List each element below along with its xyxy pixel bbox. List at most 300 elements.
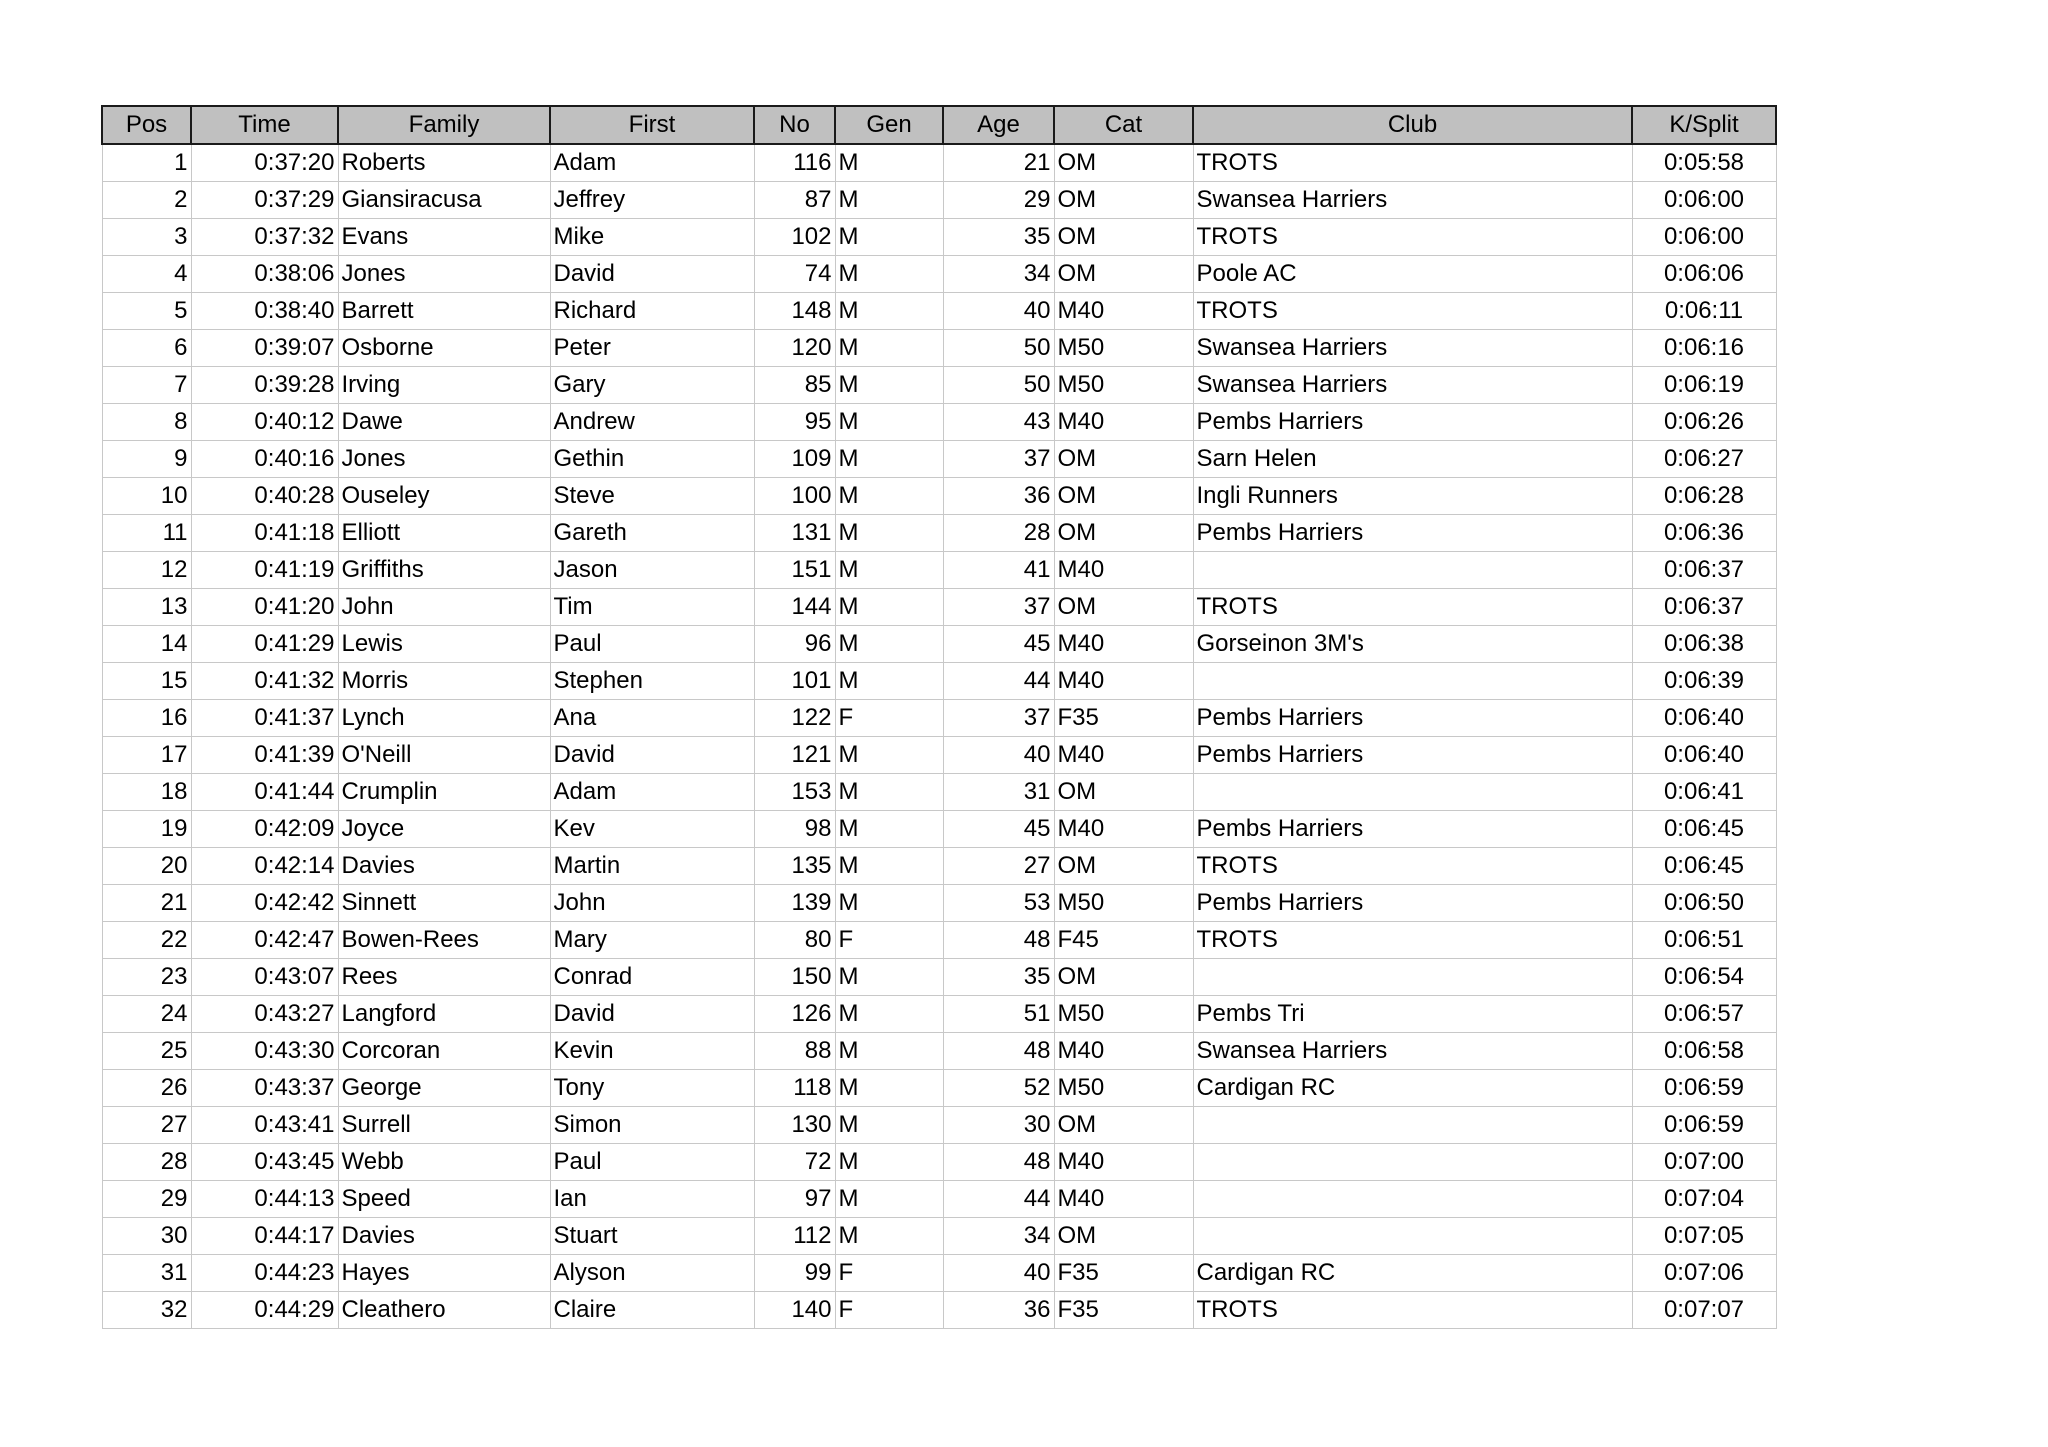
cell-family: Joyce	[338, 811, 550, 848]
cell-gen: M	[835, 885, 943, 922]
cell-gen: M	[835, 1144, 943, 1181]
cell-no: 122	[754, 700, 835, 737]
cell-family: Griffiths	[338, 552, 550, 589]
table-row	[102, 1144, 1776, 1181]
cell-family: Elliott	[338, 515, 550, 552]
cell-no: 74	[754, 256, 835, 293]
cell-family: Davies	[338, 848, 550, 885]
cell-no: 116	[754, 144, 835, 182]
cell-club: Pembs Harriers	[1193, 737, 1632, 774]
cell-family: Jones	[338, 256, 550, 293]
cell-family: Evans	[338, 219, 550, 256]
cell-cat: OM	[1054, 219, 1193, 256]
cell-family: Speed	[338, 1181, 550, 1218]
cell-cat: M40	[1054, 811, 1193, 848]
cell-gen: M	[835, 1070, 943, 1107]
cell-age: 53	[943, 885, 1054, 922]
cell-age: 48	[943, 922, 1054, 959]
table-row	[102, 256, 1776, 293]
cell-club: TROTS	[1193, 848, 1632, 885]
cell-club: Ingli Runners	[1193, 478, 1632, 515]
table-header	[102, 106, 1776, 144]
header-first: First	[550, 106, 754, 144]
cell-ksplit: 0:06:28	[1632, 478, 1776, 515]
cell-no: 101	[754, 663, 835, 700]
cell-first: Adam	[550, 774, 754, 811]
results-table	[101, 105, 1777, 1329]
cell-club: Cardigan RC	[1193, 1070, 1632, 1107]
cell-no: 88	[754, 1033, 835, 1070]
cell-ksplit: 0:07:04	[1632, 1181, 1776, 1218]
cell-pos: 2	[102, 182, 191, 219]
cell-cat: M40	[1054, 293, 1193, 330]
cell-time: 0:44:13	[191, 1181, 338, 1218]
cell-ksplit: 0:07:07	[1632, 1292, 1776, 1329]
cell-ksplit: 0:07:06	[1632, 1255, 1776, 1292]
cell-family: Davies	[338, 1218, 550, 1255]
cell-gen: M	[835, 589, 943, 626]
table-row	[102, 663, 1776, 700]
cell-gen: F	[835, 1255, 943, 1292]
table-row	[102, 1033, 1776, 1070]
cell-cat: M40	[1054, 552, 1193, 589]
table-row	[102, 700, 1776, 737]
header-family: Family	[338, 106, 550, 144]
cell-time: 0:40:12	[191, 404, 338, 441]
cell-age: 52	[943, 1070, 1054, 1107]
cell-ksplit: 0:06:58	[1632, 1033, 1776, 1070]
cell-no: 72	[754, 1144, 835, 1181]
cell-cat: M40	[1054, 737, 1193, 774]
cell-time: 0:43:41	[191, 1107, 338, 1144]
cell-time: 0:38:06	[191, 256, 338, 293]
cell-age: 37	[943, 700, 1054, 737]
cell-age: 50	[943, 330, 1054, 367]
cell-time: 0:42:42	[191, 885, 338, 922]
cell-no: 99	[754, 1255, 835, 1292]
cell-first: Gethin	[550, 441, 754, 478]
cell-first: Paul	[550, 1144, 754, 1181]
cell-age: 35	[943, 959, 1054, 996]
cell-club: Pembs Harriers	[1193, 515, 1632, 552]
cell-time: 0:41:32	[191, 663, 338, 700]
cell-time: 0:41:44	[191, 774, 338, 811]
cell-first: David	[550, 256, 754, 293]
cell-gen: M	[835, 737, 943, 774]
cell-club: Swansea Harriers	[1193, 182, 1632, 219]
cell-no: 109	[754, 441, 835, 478]
cell-time: 0:37:29	[191, 182, 338, 219]
cell-club: Pembs Tri	[1193, 996, 1632, 1033]
cell-pos: 23	[102, 959, 191, 996]
cell-ksplit: 0:06:39	[1632, 663, 1776, 700]
cell-club	[1193, 959, 1632, 996]
cell-pos: 19	[102, 811, 191, 848]
cell-pos: 21	[102, 885, 191, 922]
cell-ksplit: 0:06:00	[1632, 182, 1776, 219]
cell-ksplit: 0:07:05	[1632, 1218, 1776, 1255]
cell-no: 135	[754, 848, 835, 885]
cell-first: Richard	[550, 293, 754, 330]
cell-club: TROTS	[1193, 219, 1632, 256]
table-row	[102, 959, 1776, 996]
cell-first: Ian	[550, 1181, 754, 1218]
cell-pos: 5	[102, 293, 191, 330]
cell-age: 51	[943, 996, 1054, 1033]
cell-cat: OM	[1054, 515, 1193, 552]
cell-time: 0:41:20	[191, 589, 338, 626]
cell-cat: OM	[1054, 144, 1193, 182]
cell-ksplit: 0:06:41	[1632, 774, 1776, 811]
cell-cat: OM	[1054, 848, 1193, 885]
table-row	[102, 404, 1776, 441]
results-table-container	[101, 105, 1777, 1329]
cell-no: 139	[754, 885, 835, 922]
cell-no: 153	[754, 774, 835, 811]
table-row	[102, 515, 1776, 552]
cell-no: 112	[754, 1218, 835, 1255]
cell-family: Cleathero	[338, 1292, 550, 1329]
cell-pos: 32	[102, 1292, 191, 1329]
cell-pos: 14	[102, 626, 191, 663]
cell-first: Jeffrey	[550, 182, 754, 219]
cell-gen: M	[835, 219, 943, 256]
cell-pos: 16	[102, 700, 191, 737]
cell-time: 0:42:14	[191, 848, 338, 885]
cell-time: 0:40:28	[191, 478, 338, 515]
cell-first: Martin	[550, 848, 754, 885]
cell-club	[1193, 774, 1632, 811]
cell-cat: OM	[1054, 182, 1193, 219]
cell-cat: M50	[1054, 996, 1193, 1033]
cell-cat: OM	[1054, 256, 1193, 293]
cell-gen: M	[835, 515, 943, 552]
cell-no: 96	[754, 626, 835, 663]
table-row	[102, 589, 1776, 626]
cell-ksplit: 0:06:45	[1632, 848, 1776, 885]
cell-club: TROTS	[1193, 589, 1632, 626]
cell-age: 40	[943, 1255, 1054, 1292]
cell-age: 48	[943, 1033, 1054, 1070]
cell-ksplit: 0:06:37	[1632, 552, 1776, 589]
cell-gen: M	[835, 996, 943, 1033]
cell-ksplit: 0:06:36	[1632, 515, 1776, 552]
cell-club: Cardigan RC	[1193, 1255, 1632, 1292]
cell-no: 87	[754, 182, 835, 219]
cell-gen: M	[835, 144, 943, 182]
cell-ksplit: 0:06:45	[1632, 811, 1776, 848]
table-row	[102, 293, 1776, 330]
cell-pos: 4	[102, 256, 191, 293]
table-row	[102, 367, 1776, 404]
cell-pos: 15	[102, 663, 191, 700]
cell-time: 0:41:29	[191, 626, 338, 663]
cell-ksplit: 0:05:58	[1632, 144, 1776, 182]
cell-family: Sinnett	[338, 885, 550, 922]
header-pos: Pos	[102, 106, 191, 144]
table-row	[102, 1255, 1776, 1292]
cell-family: Jones	[338, 441, 550, 478]
cell-time: 0:44:17	[191, 1218, 338, 1255]
cell-cat: OM	[1054, 959, 1193, 996]
cell-no: 148	[754, 293, 835, 330]
cell-first: Kevin	[550, 1033, 754, 1070]
cell-family: Irving	[338, 367, 550, 404]
cell-first: Mary	[550, 922, 754, 959]
cell-time: 0:42:09	[191, 811, 338, 848]
cell-family: Giansiracusa	[338, 182, 550, 219]
cell-family: Morris	[338, 663, 550, 700]
cell-club: Pembs Harriers	[1193, 811, 1632, 848]
cell-age: 37	[943, 589, 1054, 626]
cell-no: 131	[754, 515, 835, 552]
table-row	[102, 478, 1776, 515]
cell-club	[1193, 663, 1632, 700]
header-time: Time	[191, 106, 338, 144]
cell-age: 50	[943, 367, 1054, 404]
cell-ksplit: 0:06:50	[1632, 885, 1776, 922]
cell-ksplit: 0:06:37	[1632, 589, 1776, 626]
cell-club: TROTS	[1193, 293, 1632, 330]
header-no: No	[754, 106, 835, 144]
cell-ksplit: 0:06:59	[1632, 1070, 1776, 1107]
cell-club: Sarn Helen	[1193, 441, 1632, 478]
table-row	[102, 774, 1776, 811]
cell-ksplit: 0:06:27	[1632, 441, 1776, 478]
cell-time: 0:40:16	[191, 441, 338, 478]
cell-no: 100	[754, 478, 835, 515]
table-row	[102, 1218, 1776, 1255]
table-body	[102, 144, 1776, 1329]
cell-time: 0:41:18	[191, 515, 338, 552]
cell-age: 35	[943, 219, 1054, 256]
table-row	[102, 626, 1776, 663]
cell-age: 44	[943, 1181, 1054, 1218]
table-row	[102, 330, 1776, 367]
cell-family: Bowen-Rees	[338, 922, 550, 959]
cell-cat: OM	[1054, 774, 1193, 811]
table-row	[102, 922, 1776, 959]
cell-pos: 8	[102, 404, 191, 441]
cell-first: Gary	[550, 367, 754, 404]
cell-gen: M	[835, 441, 943, 478]
cell-first: Claire	[550, 1292, 754, 1329]
cell-cat: M40	[1054, 663, 1193, 700]
cell-gen: M	[835, 626, 943, 663]
cell-pos: 31	[102, 1255, 191, 1292]
cell-cat: OM	[1054, 478, 1193, 515]
cell-age: 21	[943, 144, 1054, 182]
header-row	[102, 106, 1776, 144]
cell-family: Ouseley	[338, 478, 550, 515]
cell-family: Rees	[338, 959, 550, 996]
cell-club: Gorseinon 3M's	[1193, 626, 1632, 663]
cell-no: 95	[754, 404, 835, 441]
cell-time: 0:44:29	[191, 1292, 338, 1329]
cell-club: TROTS	[1193, 1292, 1632, 1329]
cell-cat: M50	[1054, 885, 1193, 922]
cell-club: Poole AC	[1193, 256, 1632, 293]
cell-gen: M	[835, 848, 943, 885]
cell-cat: M50	[1054, 330, 1193, 367]
cell-ksplit: 0:07:00	[1632, 1144, 1776, 1181]
cell-family: Langford	[338, 996, 550, 1033]
cell-pos: 10	[102, 478, 191, 515]
cell-no: 85	[754, 367, 835, 404]
table-row	[102, 737, 1776, 774]
cell-pos: 25	[102, 1033, 191, 1070]
cell-family: Corcoran	[338, 1033, 550, 1070]
cell-cat: M40	[1054, 626, 1193, 663]
cell-club: Swansea Harriers	[1193, 367, 1632, 404]
cell-first: Tony	[550, 1070, 754, 1107]
cell-cat: M50	[1054, 1070, 1193, 1107]
cell-cat: F35	[1054, 700, 1193, 737]
cell-age: 36	[943, 478, 1054, 515]
cell-pos: 24	[102, 996, 191, 1033]
cell-gen: M	[835, 330, 943, 367]
cell-family: Roberts	[338, 144, 550, 182]
cell-age: 40	[943, 293, 1054, 330]
table-row	[102, 1107, 1776, 1144]
cell-first: Alyson	[550, 1255, 754, 1292]
header-gen: Gen	[835, 106, 943, 144]
cell-gen: M	[835, 256, 943, 293]
cell-first: John	[550, 885, 754, 922]
cell-pos: 22	[102, 922, 191, 959]
cell-club: TROTS	[1193, 144, 1632, 182]
cell-age: 34	[943, 1218, 1054, 1255]
cell-family: Hayes	[338, 1255, 550, 1292]
cell-first: David	[550, 996, 754, 1033]
cell-time: 0:41:39	[191, 737, 338, 774]
cell-ksplit: 0:06:57	[1632, 996, 1776, 1033]
cell-time: 0:43:30	[191, 1033, 338, 1070]
cell-age: 29	[943, 182, 1054, 219]
cell-club	[1193, 1181, 1632, 1218]
cell-first: Conrad	[550, 959, 754, 996]
cell-no: 150	[754, 959, 835, 996]
cell-first: Gareth	[550, 515, 754, 552]
cell-gen: M	[835, 811, 943, 848]
cell-cat: M40	[1054, 404, 1193, 441]
cell-no: 97	[754, 1181, 835, 1218]
cell-no: 80	[754, 922, 835, 959]
cell-ksplit: 0:06:40	[1632, 700, 1776, 737]
cell-cat: OM	[1054, 589, 1193, 626]
cell-gen: M	[835, 663, 943, 700]
cell-time: 0:37:20	[191, 144, 338, 182]
cell-cat: M40	[1054, 1144, 1193, 1181]
cell-time: 0:43:27	[191, 996, 338, 1033]
cell-age: 30	[943, 1107, 1054, 1144]
cell-no: 126	[754, 996, 835, 1033]
cell-family: Surrell	[338, 1107, 550, 1144]
table-row	[102, 144, 1776, 182]
cell-age: 37	[943, 441, 1054, 478]
table-row	[102, 219, 1776, 256]
cell-club: Swansea Harriers	[1193, 1033, 1632, 1070]
cell-cat: OM	[1054, 1218, 1193, 1255]
cell-first: David	[550, 737, 754, 774]
cell-ksplit: 0:06:00	[1632, 219, 1776, 256]
cell-pos: 9	[102, 441, 191, 478]
cell-first: Simon	[550, 1107, 754, 1144]
cell-ksplit: 0:06:19	[1632, 367, 1776, 404]
cell-club	[1193, 1218, 1632, 1255]
cell-pos: 29	[102, 1181, 191, 1218]
cell-cat: F35	[1054, 1292, 1193, 1329]
cell-family: Webb	[338, 1144, 550, 1181]
cell-gen: M	[835, 293, 943, 330]
cell-age: 28	[943, 515, 1054, 552]
cell-no: 121	[754, 737, 835, 774]
cell-first: Jason	[550, 552, 754, 589]
cell-time: 0:41:37	[191, 700, 338, 737]
cell-first: Ana	[550, 700, 754, 737]
cell-no: 151	[754, 552, 835, 589]
cell-gen: M	[835, 774, 943, 811]
cell-family: Osborne	[338, 330, 550, 367]
cell-pos: 30	[102, 1218, 191, 1255]
cell-time: 0:39:28	[191, 367, 338, 404]
header-age: Age	[943, 106, 1054, 144]
table-row	[102, 811, 1776, 848]
cell-time: 0:43:37	[191, 1070, 338, 1107]
cell-time: 0:37:32	[191, 219, 338, 256]
cell-pos: 11	[102, 515, 191, 552]
cell-family: Lewis	[338, 626, 550, 663]
cell-gen: M	[835, 552, 943, 589]
cell-ksplit: 0:06:38	[1632, 626, 1776, 663]
table-row	[102, 885, 1776, 922]
cell-age: 41	[943, 552, 1054, 589]
cell-first: Peter	[550, 330, 754, 367]
cell-cat: M40	[1054, 1181, 1193, 1218]
cell-ksplit: 0:06:11	[1632, 293, 1776, 330]
cell-time: 0:44:23	[191, 1255, 338, 1292]
cell-gen: M	[835, 1218, 943, 1255]
cell-club	[1193, 552, 1632, 589]
table-row	[102, 441, 1776, 478]
cell-gen: M	[835, 1107, 943, 1144]
cell-family: Barrett	[338, 293, 550, 330]
cell-ksplit: 0:06:59	[1632, 1107, 1776, 1144]
cell-pos: 17	[102, 737, 191, 774]
cell-club: TROTS	[1193, 922, 1632, 959]
cell-ksplit: 0:06:06	[1632, 256, 1776, 293]
cell-club	[1193, 1144, 1632, 1181]
cell-club: Pembs Harriers	[1193, 885, 1632, 922]
cell-family: Lynch	[338, 700, 550, 737]
cell-first: Adam	[550, 144, 754, 182]
cell-gen: M	[835, 404, 943, 441]
cell-gen: M	[835, 1033, 943, 1070]
cell-family: Crumplin	[338, 774, 550, 811]
cell-time: 0:42:47	[191, 922, 338, 959]
cell-no: 140	[754, 1292, 835, 1329]
cell-gen: M	[835, 478, 943, 515]
table-row	[102, 182, 1776, 219]
cell-first: Kev	[550, 811, 754, 848]
cell-time: 0:38:40	[191, 293, 338, 330]
cell-cat: F35	[1054, 1255, 1193, 1292]
cell-gen: M	[835, 182, 943, 219]
cell-pos: 27	[102, 1107, 191, 1144]
table-row	[102, 552, 1776, 589]
cell-no: 118	[754, 1070, 835, 1107]
table-row	[102, 1070, 1776, 1107]
